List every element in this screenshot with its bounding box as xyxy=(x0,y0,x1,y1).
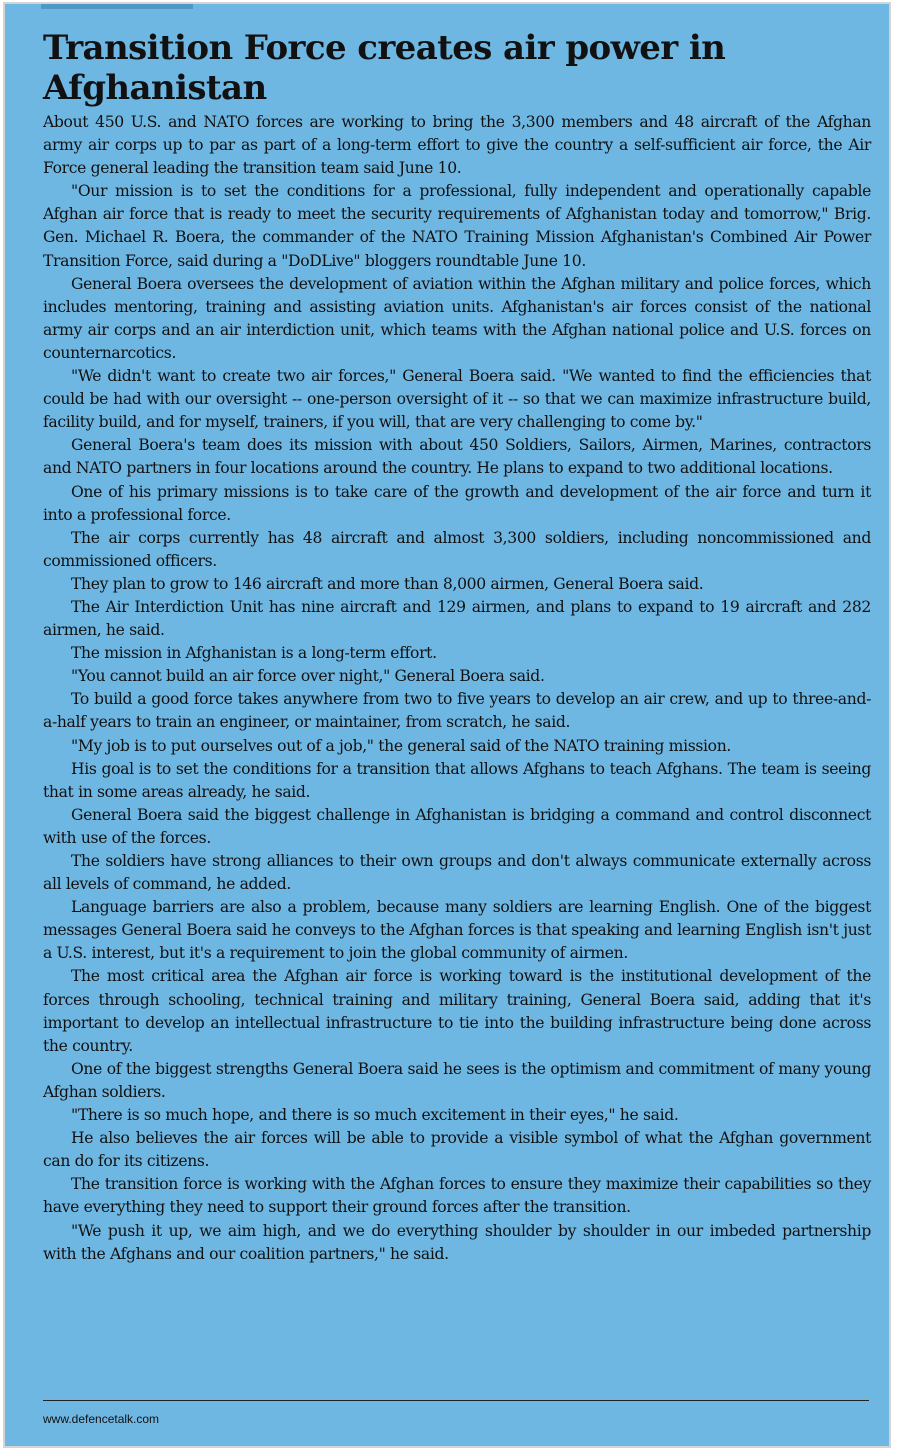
paragraph: "There is so much hope, and there is so much excitement in their eyes," he said. xyxy=(71,1106,679,1125)
paragraph: General Boera oversees the development of aviation within the Afghan military and police forces, which includes mentoring, training and assisting aviation units. Afghanistan's air forces consist of the national army air corps and an air interdiction unit, which teams with the Afghan national police and U.S. forces on counternarcotics. xyxy=(43,274,871,362)
headline: Transition Force creates air power in Afghanistan xyxy=(43,28,726,108)
paragraph: About 450 U.S. and NATO forces are working to bring the 3,300 members and 48 aircraft of the Afghan army air corps up to par as part of a long-term effort to give the country a self-sufficient air force, the Air Force general leading the transition team said June 10. xyxy=(43,113,871,178)
paragraph: They plan to grow to 146 aircraft and more than 8,000 airmen, General Boera said. xyxy=(71,574,704,593)
paragraph: "We push it up, we aim high, and we do everything shoulder by shoulder in our imbeded partnership with the Afghans and our coalition partners," he said. xyxy=(43,1221,871,1263)
paragraph: To build a good force takes anywhere from two to five years to develop an air crew, and up to three-and-a-half years to train an engineer, or maintainer, from scratch, he said. xyxy=(43,690,871,732)
paragraph: "Our mission is to set the conditions for a professional, fully independent and operationally capable Afghan air force that is ready to meet the security requirements of Afghanistan today and tomorrow," Brig. Gen. Michael R. Boera, the commander of the NATO Training Mission Afghanistan's Combined Air Power Transition Force, said during a "DoDLive" bloggers roundtable June 10. xyxy=(43,182,871,270)
paragraph: One of his primary missions is to take care of the growth and development of the air force and turn it into a professional force. xyxy=(43,482,871,524)
paragraph: "You cannot build an air force over night," General Boera said. xyxy=(71,667,545,686)
paragraph: He also believes the air forces will be able to provide a visible symbol of what the Afghan government can do for its citizens. xyxy=(43,1129,871,1171)
paragraph: The mission in Afghanistan is a long-term effort. xyxy=(71,644,437,663)
article-body xyxy=(43,111,871,1266)
paragraph: The soldiers have strong alliances to their own groups and don't always communicate externally across all levels of command, he added. xyxy=(43,852,871,894)
paragraph: "My job is to put ourselves out of a job," the general said of the NATO training mission. xyxy=(71,736,732,755)
footer-divider xyxy=(43,1400,869,1401)
paragraph: The most critical area the Afghan air force is working toward is the institutional development of the forces through schooling, technical training and military training, General Boera said, adding that it's important to develop an intellectual infrastructure to tie into the building infrastructure being done across the country. xyxy=(43,967,871,1055)
section-tab xyxy=(41,4,193,9)
paragraph: His goal is to set the conditions for a transition that allows Afghans to teach Afghans. The team is seeing that in some areas already, he said. xyxy=(43,759,871,801)
paragraph: The Air Interdiction Unit has nine aircraft and 129 airmen, and plans to expand to 19 aircraft and 282 airmen, he said. xyxy=(43,597,871,640)
source-url: www.defencetalk.com xyxy=(43,1412,160,1426)
paragraph: The air corps currently has 48 aircraft and almost 3,300 soldiers, including noncommissioned and commissioned officers. xyxy=(43,528,871,570)
paragraph: "We didn't want to create two air forces," General Boera said. "We wanted to find the efficiencies that could be had with our oversight -- one-person oversight of it -- so that we can maximize infrastructure build, facility build, and for myself, trainers, if you will, that are very challenging to come by." xyxy=(43,367,871,432)
paragraph: The transition force is working with the Afghan forces to ensure they maximize their capabilities so they have everything they need to support their ground forces after the transition. xyxy=(43,1175,871,1217)
article xyxy=(43,28,871,1266)
article-panel xyxy=(3,2,891,1448)
paragraph: General Boera's team does its mission with about 450 Soldiers, Sailors, Airmen, Marines, contractors and NATO partners in four locations around the country. He plans to expand to two additional locations. xyxy=(43,436,871,478)
paragraph: Language barriers are also a problem, because many soldiers are learning English. One of the biggest messages General Boera said he conveys to the Afghan forces is that speaking and learning English isn't just a U.S. interest, but it's a requirement to join the global community of airmen. xyxy=(43,898,871,963)
paragraph: One of the biggest strengths General Boera said he sees is the optimism and commitment of many young Afghan soldiers. xyxy=(43,1059,871,1101)
paragraph: General Boera said the biggest challenge in Afghanistan is bridging a command and control disconnect with use of the forces. xyxy=(43,805,871,847)
